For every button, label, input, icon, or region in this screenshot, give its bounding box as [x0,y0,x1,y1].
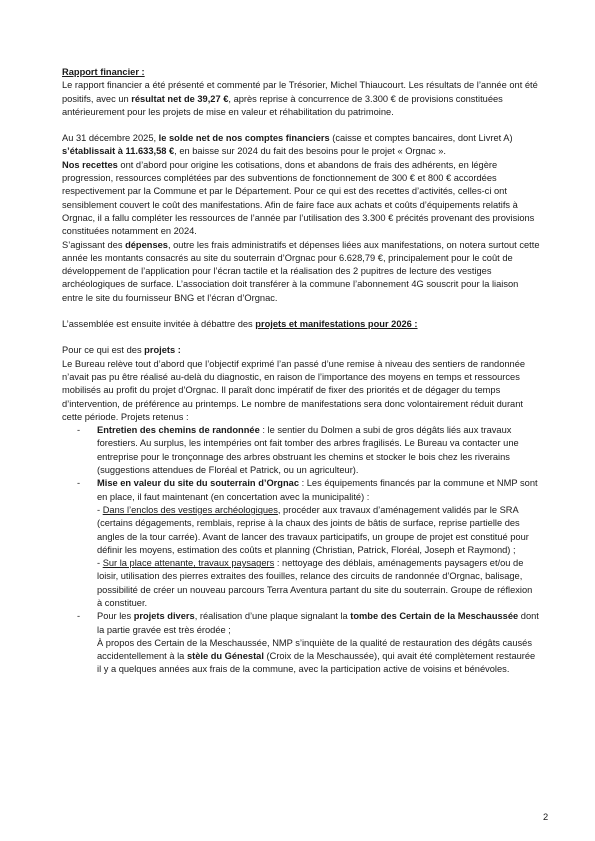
solde-bold-d: s’établissait à 11.633,58 € [62,146,175,157]
projets-intro-bold: projets : [144,345,181,356]
recettes-paragraph [62,159,540,239]
assemblee-bold: projets et manifestations pour 2026 : [255,319,418,330]
rapport-heading [62,66,540,79]
projets-intro [62,344,540,357]
page-number: 2 [543,812,549,822]
list-item [77,424,540,477]
item3-para2 [97,637,540,677]
projets-intro-text: Pour ce qui est des [62,345,145,356]
list-dash: - [77,478,81,489]
item2-sub1 [97,504,540,557]
item3-p2-a: À propos des Certain de la Meschaussée, NMP s’inquiète de la qualité de restauration des dégâts causés accidentellement à la [97,637,532,662]
resultat-net: résultat net de 39,27 € [131,93,229,104]
assemblee-paragraph [62,318,540,331]
list-dash: - [77,611,81,622]
solde-text-a: Au 31 décembre 2025, [62,133,159,144]
item3-bold-d: tombe des Certain de la Meschaussée [350,611,519,622]
list-dash: - [77,425,81,436]
solde-text-e: , en baisse sur 2024 du fait des besoins pour le projet « Orgnac ». [174,146,447,157]
projets-list [62,424,540,677]
list-item [77,477,540,610]
item2-sub2 [97,557,540,610]
item2-sub1-text: , procéder aux travaux d’aménagement validés par le SRA (certains dégagements, remblais, reprise à la chaux des joints de bâtis de surface, reprise partielle des angles de la tour carrée). Avant de lancer des travaux participatifs, un groupe de projet est constitué pour définir les moyens, estimation des coûts et planning (Christian, Patrick, Floréal, Joseph et Raymond) ; [97,504,529,555]
rapport-text-a: Le rapport financier a été présenté et commenté par le Trésorier, Michel Thiaucourt. Les résultats de l’année ont été positifs, avec un [62,80,538,104]
document-page [62,66,540,677]
projets-body: Le Bureau relève tout d’abord que l’objectif exprimé l’an passé d’une remise à niveau des sentiers de randonnée n’avait pas pu être réalisé au-delà du diagnostic, en raison de l’importance des moyens en temps et ressources mobilisés au profit du projet d’Orgnac. Il paraît donc impératif de fixer des priorités et de dégager du temps d’intervention, de préférence au printemps. Le nombre de manifestations sera donc volontairement réduit durant cette période. Projets retenus : [62,358,526,422]
recettes-bold: Nos recettes [62,159,118,170]
item2-sub2-pre: - [97,558,103,569]
item1-text: : le sentier du Dolmen a subi de gros dégâts liés aux travaux forestiers. Au surplus, les intempéries ont fait tomber des arbres fragilisés. Le Bureau va contacter une entreprise pour le tronçonnage des arbres obstruant les chemins et stocker le bois chez les riverains (suggestions attendues de Floréal et Patrick, ou un agriculteur). [97,425,519,476]
item3-bold-b: projets divers [133,611,195,622]
solde-bold-b: le solde net de nos comptes financiers [158,133,330,144]
item3-text-a: Pour les [97,611,134,622]
depenses-text-c: , outre les frais administratifs et dépenses liées aux manifestations, on notera surtout cette année les montants consacrés au site du souterrain d’Orgnac pour 6.628,79 €, principalement pour le coût de développement de l’application pour l’écran tactile et la réalisation des 2 pupitres de lecture des vestiges archéologiques de surface. L’association doit transférer à la commune l’abonnement 4G souscrit pour la liaison entre le site du fournisseur BNG et l’écran d’Orgnac. [62,239,540,303]
rapport-heading-text: Rapport financier : [62,67,145,77]
item3-text-c: , réalisation d’une plaque signalant la [194,611,351,622]
item1-title: Entretien des chemins de randonnée [97,425,260,436]
item3-text-e: dont la partie gravée est très érodée ; [97,611,539,635]
depenses-bold: dépenses [125,239,168,250]
item2-sub1-pre: - [97,504,103,515]
rapport-paragraph [62,79,540,119]
item2-sub2-text: : nettoyage des déblais, aménagements paysagers et/ou de loisir, utilisation des pierres extraites des fouilles, relance des circuits de randonnée d’Orgnac, balisage, possibilité de créer un nouveau parcours Terra Aventura partant du site du souterrain. Groupe de réflexion à constituer. [97,558,533,608]
depenses-paragraph [62,239,540,305]
list-item [77,610,540,676]
item2-sub1-underlined: Dans l’enclos des vestiges archéologiques [102,504,278,515]
recettes-text: ont d’abord pour origine les cotisations, dons et abandons de frais des adhérents, en légère progression, ressources complétées par des subventions de fonctionnement de 300 € et 800 € accordées respectivement par la Commune et par le Département. Pour ce qui est des recettes d’activités, celles-ci ont sensiblement couvert le coût des manifestations. Afin de faire face aux achats et coûts d’équipements relatifs à Orgnac, il a fallu compléter les ressources de l’année par l’utilisation des 3.300 € précités provenant des provisions constituées notamment en 2024. [62,159,535,237]
rapport-text-c: , après reprise à concurrence de 3.300 € de provisions constituées antérieurement pour les projets de mise en valeur et réhabilitation du patrimoine. [62,93,503,117]
item2-title: Mise en valeur du site du souterrain d’Orgnac [97,478,299,489]
depenses-text-a: S’agissant des [62,239,126,250]
item3-p2-c: (Croix de la Meschaussée), qui avait été complètement restaurée il y a quelques années aux frais de la commune, avec la participation active de voisins et bénévoles. [97,651,536,675]
solde-paragraph [62,132,540,159]
solde-text-c: (caisse et comptes bancaires, dont Livret A) [329,133,513,144]
item3-p2-bold: stèle du Génestal [186,651,264,662]
item2-text: : Les équipements financés par la commune et NMP sont en place, il faut maintenant (en concertation avec la municipalité) : [97,478,538,502]
item2-sub2-underlined: Sur la place attenante, travaux paysagers [102,558,275,569]
assemblee-text: L’assemblée est ensuite invitée à débattre des [62,319,256,330]
